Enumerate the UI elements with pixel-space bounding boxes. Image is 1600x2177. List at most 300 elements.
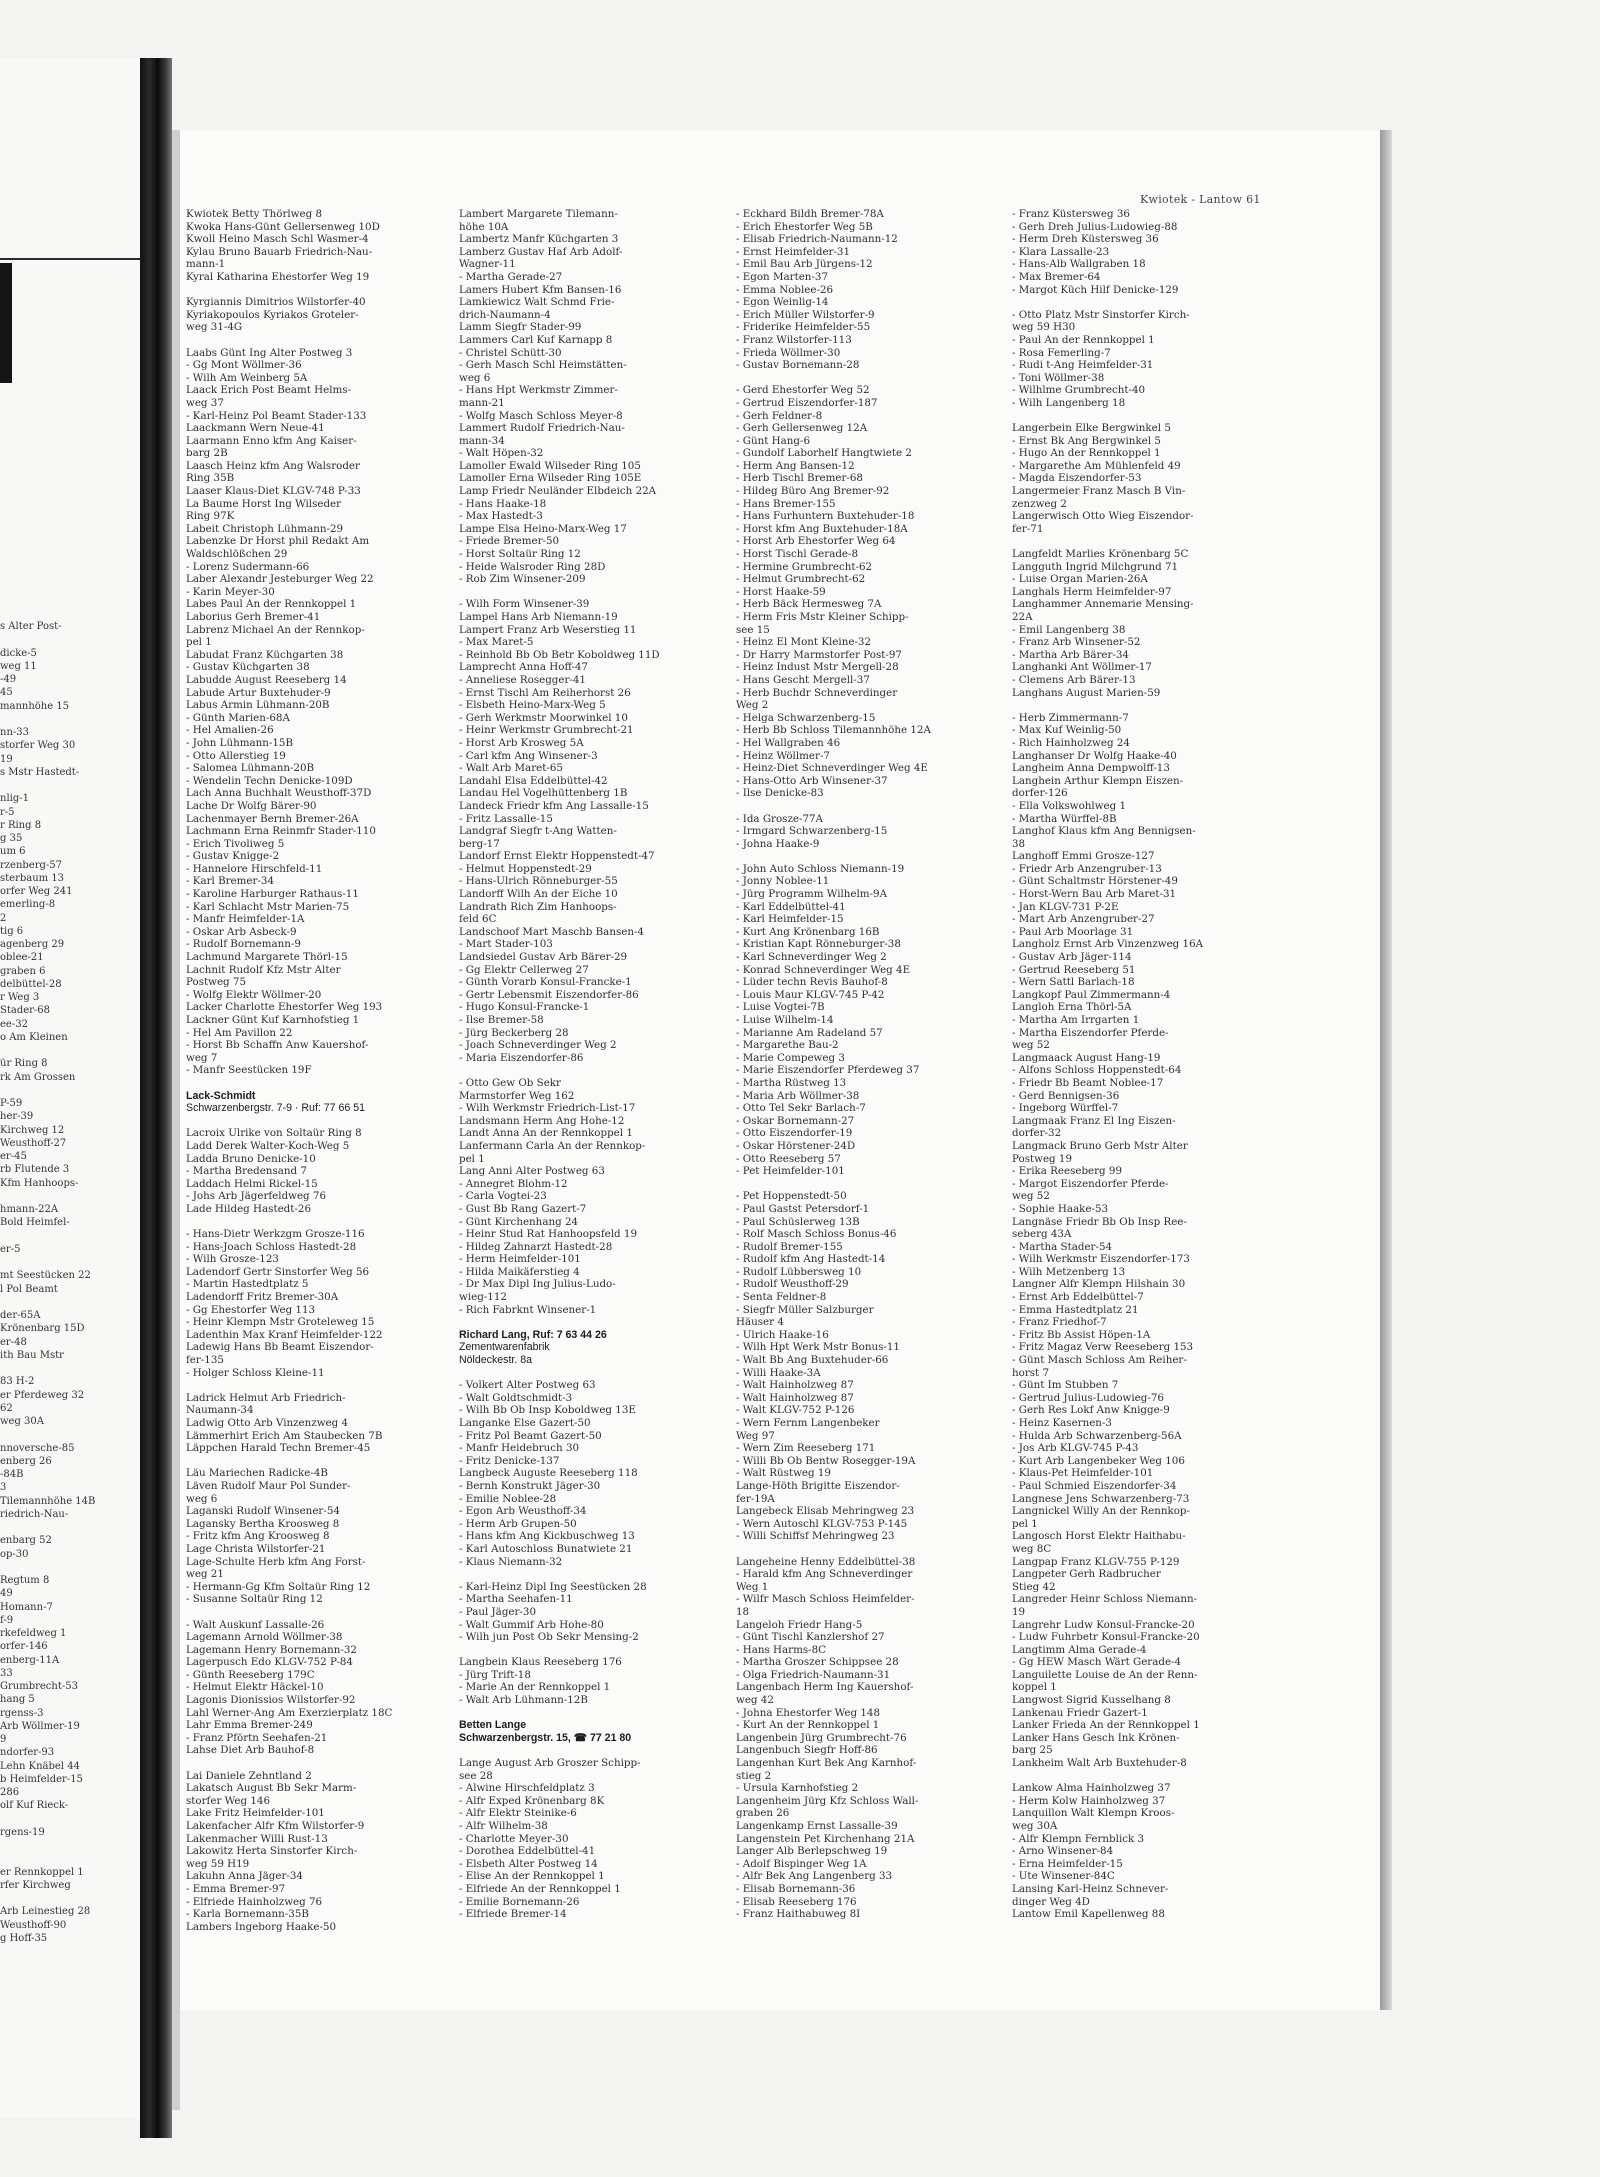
directory-entry-line: - Karl Eddelbüttel-41 — [736, 900, 846, 913]
directory-entry-line: Langenkamp Ernst Lassalle-39 — [736, 1820, 898, 1832]
directory-entry-line: Ladendorff Fritz Bremer-30A — [186, 1291, 339, 1304]
directory-entry-line: - Walt Hainholzweg 87 — [736, 1391, 854, 1404]
directory-entry-line: - Charlotte Meyer-30 — [459, 1832, 569, 1845]
directory-entry-line: Lakenfacher Alfr Kfm Wilstorfer-9 — [186, 1820, 365, 1832]
directory-entry-line: - Helmut Elektr Häckel-10 — [186, 1681, 324, 1694]
directory-entry-line: Laack Erich Post Beamt Helms- — [186, 384, 352, 397]
directory-entry-line: Lackner Günt Kuf Karnhofstieg 1 — [186, 1014, 360, 1026]
left-page-line: b Heimfelder-15 — [0, 1773, 83, 1785]
directory-entry-line: - Ernst Bk Ang Bergwinkel 5 — [1012, 434, 1161, 447]
directory-entry-line: - Alfr Exped Krönenbarg 8K — [459, 1794, 605, 1807]
directory-entry-line: - Hugo Konsul-Francke-1 — [459, 1001, 590, 1014]
directory-entry-line: Lambert Margarete Tilemann- — [459, 208, 618, 220]
directory-entry-line: Lambers Ingeborg Haake-50 — [186, 1920, 337, 1933]
directory-entry-line: - Herb Bb Schloss Tilemannhöhe 12A — [736, 724, 931, 737]
directory-entry-line: - Elfriede An der Rennkoppel 1 — [459, 1882, 621, 1895]
directory-entry-line: Langmaak Franz El Ing Eiszen- — [1012, 1114, 1176, 1127]
directory-entry-line: - Heinz Kasernen-3 — [1012, 1417, 1112, 1429]
left-page-line: Weusthoff-90 — [0, 1919, 67, 1931]
directory-entry-line: Lämmerhirt Erich Am Staubecken 7B — [186, 1429, 383, 1442]
directory-entry-line: Langrehr Ludw Konsul-Francke-20 — [1012, 1618, 1195, 1631]
directory-entry-line: - Oskar Hörstener-24D — [736, 1139, 856, 1152]
directory-entry-line: Langner Alfr Klempn Hilshain 30 — [1012, 1278, 1186, 1291]
directory-entry-line: Lakowitz Herta Sinstorfer Kirch- — [186, 1845, 358, 1858]
directory-entry-line: Lantow Emil Kapellenweg 88 — [1012, 1908, 1165, 1921]
directory-entry-line: - Toni Wöllmer-38 — [1012, 371, 1105, 384]
left-page-line: rk Am Grossen — [0, 1071, 76, 1083]
directory-entry-line: Lage-Schulte Herb kfm Ang Forst- — [186, 1555, 366, 1568]
directory-entry-line: Lagonis Dionissios Wilstorfer-92 — [186, 1694, 356, 1707]
directory-entry-line — [1012, 535, 1274, 548]
directory-entry-line: weg 7 — [186, 1051, 218, 1064]
directory-entry-line: - Clemens Arb Bärer-13 — [1012, 673, 1136, 686]
directory-entry-line: - Christel Schütt-30 — [459, 346, 562, 359]
directory-entry-line: Lampert Franz Arb Weserstieg 11 — [459, 623, 637, 636]
directory-entry-line: horst 7 — [1012, 1366, 1049, 1379]
directory-entry-line: - Franz Wilstorfer-113 — [736, 333, 852, 346]
directory-entry-line: - Manfr Seestücken 19F — [186, 1064, 312, 1077]
directory-entry-line: - Friedr Bb Beamt Noblee-17 — [1012, 1076, 1164, 1089]
directory-entry-line: Langenbuch Siegfr Hoff-86 — [736, 1744, 878, 1757]
directory-entry-line: - Marie An der Rennkoppel 1 — [459, 1681, 611, 1694]
directory-entry-line: - Arno Winsener-84 — [1012, 1845, 1114, 1858]
directory-entry-line: weg 8C — [1012, 1542, 1052, 1555]
directory-entry-line: Langreder Heinr Schloss Niemann- — [1012, 1593, 1198, 1606]
running-head: Kwiotek - Lantow 61 — [1140, 193, 1261, 206]
directory-entry-line: - Herm Arb Grupen-50 — [459, 1517, 577, 1530]
directory-entry-line: Langhoff Emmi Grosze-127 — [1012, 850, 1155, 863]
left-page-line: g Hoff-35 — [0, 1932, 48, 1944]
directory-entry-line: Langfeldt Marlies Krönenbarg 5C — [1012, 548, 1189, 561]
directory-entry-line: - Karl-Heinz Pol Beamt Stader-133 — [186, 409, 367, 422]
left-page-line: agenberg 29 — [0, 939, 65, 950]
directory-entry-line: - Horst Haake-59 — [736, 585, 826, 598]
directory-entry-line: graben 26 — [736, 1807, 790, 1820]
directory-entry-line: - Martha Gerade-27 — [459, 270, 563, 283]
left-page-line: ith Bau Mstr — [0, 1349, 64, 1361]
left-page-line: Regtum 8 — [0, 1575, 50, 1586]
directory-entry-line: Landahl Elsa Eddelbüttel-42 — [459, 774, 608, 787]
directory-entry-line: Langhof Klaus kfm Ang Bennigsen- — [1012, 825, 1196, 838]
directory-entry-line: - Jonny Noblee-11 — [736, 875, 830, 888]
directory-entry-line — [186, 1077, 448, 1090]
directory-entry-line — [736, 800, 999, 813]
directory-entry-line: - Willi Schiffsf Mehringweg 23 — [736, 1530, 895, 1543]
directory-entry-line: - Max Maret-5 — [459, 636, 534, 649]
directory-entry-line: Lach Anna Buchhalt Weusthoff-37D — [186, 787, 372, 800]
left-page-line: o Am Kleinen — [0, 1031, 68, 1043]
directory-entry-line: - Elsbeth Alter Postweg 14 — [459, 1857, 598, 1870]
directory-entry-line: - Otto Platz Mstr Sinstorfer Kirch- — [1012, 308, 1190, 321]
left-page-line: mt Seestücken 22 — [0, 1270, 91, 1282]
directory-entry-line: - Emma Bremer-97 — [186, 1882, 286, 1895]
left-page-line: l Pol Beamt — [0, 1283, 58, 1295]
directory-entry-line: - Emilie Noblee-28 — [459, 1492, 557, 1505]
directory-entry-line: Lammers Carl Kuf Karnapp 8 — [459, 333, 613, 346]
directory-entry-line: - Martha Groszer Schippsee 28 — [736, 1656, 899, 1669]
directory-entry-line: - Marie Eiszendorfer Pferdeweg 37 — [736, 1064, 920, 1077]
advertisement-line: Zementwarenfabrik — [459, 1341, 550, 1354]
directory-entry-line — [459, 586, 721, 599]
directory-entry-line: - Heinr Klempn Mstr Groteleweg 15 — [186, 1316, 375, 1329]
directory-entry-line: weg 59 H19 — [186, 1857, 250, 1870]
left-page-line: Weusthoff-27 — [0, 1137, 67, 1149]
directory-entry-line: - Fritz Bb Assist Höpen-1A — [1012, 1328, 1151, 1341]
directory-entry-line: - Friderike Heimfelder-55 — [736, 321, 871, 334]
left-page-line — [0, 1839, 150, 1852]
left-page-line: Kirchweg 12 — [0, 1124, 65, 1136]
directory-entry-line: Marmstorfer Weg 162 — [459, 1089, 575, 1102]
directory-entry-line: - Martin Hastedtplatz 5 — [186, 1278, 309, 1291]
directory-entry-line: - Gg HEW Masch Wärt Gerade-4 — [1012, 1656, 1182, 1669]
left-page-line: g 35 — [0, 833, 23, 844]
directory-entry-line: - Heinz Wöllmer-7 — [736, 749, 830, 762]
directory-entry-line: Waldschlößchen 29 — [186, 548, 288, 561]
directory-entry-line: - Erna Heimfelder-15 — [1012, 1857, 1123, 1870]
directory-entry-line: - Pet Hoppenstedt-50 — [736, 1190, 847, 1203]
directory-entry-line: weg 52 — [1012, 1190, 1050, 1203]
directory-entry-line: Lanker Hans Gesch Ink Krönen- — [1012, 1731, 1180, 1744]
directory-entry-line: Labudat Franz Küchgarten 38 — [186, 648, 344, 661]
directory-entry-line: wieg-112 — [459, 1291, 507, 1304]
directory-entry-line: Lakuhn Anna Jäger-34 — [186, 1870, 303, 1883]
left-page-line — [0, 1084, 150, 1097]
directory-entry-line: Lansing Karl-Heinz Schnever- — [1012, 1882, 1169, 1895]
directory-entry-line: Langerbein Elke Bergwinkel 5 — [1012, 422, 1171, 435]
directory-entry-line: - Gerh Dreh Julius-Ludowieg-88 — [1012, 220, 1178, 233]
directory-entry-line: Ladrick Helmut Arb Friedrich- — [186, 1391, 346, 1404]
directory-entry-line: Lahse Diet Arb Bauhof-8 — [186, 1744, 315, 1757]
directory-entry-line: - Hans Hpt Werkmstr Zimmer- — [459, 384, 618, 397]
left-page-line: Stader-68 — [0, 1005, 51, 1017]
directory-entry-line: - Wilhlme Grumbrecht-40 — [1012, 384, 1146, 397]
left-page-line: weg 30A — [0, 1416, 45, 1427]
left-page-line: 62 — [0, 1402, 13, 1414]
directory-entry-line: - Holger Schloss Kleine-11 — [186, 1366, 325, 1379]
directory-entry-line: berg-17 — [459, 837, 500, 850]
directory-entry-line: - Gg Mont Wöllmer-36 — [186, 359, 302, 372]
directory-entry-line: - Gerh Feldner-8 — [736, 409, 823, 422]
directory-entry-line: - Pet Heimfelder-101 — [736, 1165, 845, 1178]
directory-entry-line: Langebeck Elisab Mehringweg 23 — [736, 1505, 915, 1518]
directory-entry-line: - Annegret Blohm-12 — [459, 1177, 568, 1190]
directory-entry-line: weg 6 — [186, 1492, 218, 1505]
directory-entry-line: Landschoof Mart Maschb Bansen-4 — [459, 925, 644, 938]
directory-entry-line: Kyral Katharina Ehestorfer Weg 19 — [186, 270, 370, 283]
left-page-line — [0, 713, 150, 726]
left-page-line — [0, 1230, 150, 1243]
directory-entry-line — [186, 1379, 448, 1392]
directory-entry-line: - Sophie Haake-53 — [1012, 1202, 1109, 1215]
directory-entry-line: - Rudolf Weusthoff-29 — [736, 1278, 849, 1291]
left-page-line — [0, 1296, 150, 1309]
directory-entry-line: - Frieda Wöllmer-30 — [736, 346, 841, 359]
directory-entry-line: Langenheim Jürg Kfz Schloss Wall- — [736, 1794, 919, 1807]
directory-entry-line: - Anneliese Rosegger-41 — [459, 673, 586, 686]
directory-entry-line: Langeloh Friedr Hang-5 — [736, 1618, 863, 1631]
directory-entry-line: Labeit Christoph Lühmann-29 — [186, 522, 344, 535]
left-page-line: 19 — [0, 753, 13, 765]
left-page-line: enberg-11A — [0, 1654, 60, 1666]
left-page-line: -49 — [0, 674, 17, 685]
directory-entry-line: Ladendorf Gertr Sinstorfer Weg 56 — [186, 1265, 370, 1278]
directory-entry-line: - Wilh Form Winsener-39 — [459, 598, 590, 611]
left-page-line: mannhöhe 15 — [0, 700, 70, 712]
directory-entry-line: - Herm Heimfelder-101 — [459, 1253, 581, 1266]
directory-entry-line: Kwiotek Betty Thörlweg 8 — [186, 208, 323, 220]
directory-entry-line: Labudde August Reeseberg 14 — [186, 673, 347, 686]
directory-entry-line: - Herb Buchdr Schneverdinger — [736, 686, 898, 699]
directory-entry-line: Lachenmayer Bernh Bremer-26A — [186, 812, 359, 825]
directory-entry-line: 19 — [1012, 1605, 1026, 1618]
directory-entry-line: - Rolf Masch Schloss Bonus-46 — [736, 1228, 897, 1241]
left-page-line: r Weg 3 — [0, 992, 40, 1003]
left-page-line — [0, 1190, 150, 1203]
directory-entry-line — [459, 1064, 721, 1077]
directory-entry-line: Kwoka Hans-Günt Gellersenweg 10D — [186, 220, 380, 233]
directory-entry-line: - John Auto Schloss Niemann-19 — [736, 862, 905, 875]
directory-entry-line: - Hel Amalien-26 — [186, 724, 274, 737]
directory-entry-line — [459, 1367, 721, 1380]
directory-entry-line: - Herm Dreh Küstersweg 36 — [1012, 233, 1159, 246]
directory-entry-line: - Marianne Am Radeland 57 — [736, 1026, 883, 1039]
advertisement-line: Betten Lange — [459, 1719, 527, 1732]
directory-entry-line: Lamkiewicz Walt Schmd Frie- — [459, 296, 615, 309]
directory-entry-line — [459, 1644, 721, 1657]
directory-entry-line — [736, 372, 999, 385]
directory-entry-line: Lampe Elsa Heino-Marx-Weg 17 — [459, 522, 627, 535]
directory-entry-line: Laborius Gerh Bremer-41 — [186, 611, 321, 623]
directory-entry-line: Landau Hel Vogelhüttenberg 1B — [459, 787, 628, 800]
left-page-line: 3 — [0, 1482, 7, 1494]
directory-entry-line: - Emil Bau Arb Jürgens-12 — [736, 258, 873, 271]
directory-entry-line: - Siegfr Müller Salzburger — [736, 1303, 874, 1316]
directory-entry-line: Landeck Friedr kfm Ang Lassalle-15 — [459, 799, 649, 812]
directory-entry-line: weg 30A — [1012, 1820, 1058, 1832]
directory-entry-line: - Carla Vogtei-23 — [459, 1190, 547, 1203]
directory-entry-line: - Franz Pförtn Seehafen-21 — [186, 1731, 328, 1744]
directory-entry-line: - Horst-Wern Bau Arb Maret-31 — [1012, 888, 1177, 901]
directory-entry-line: storfer Weg 146 — [186, 1794, 270, 1807]
directory-entry-line: Ladwig Otto Arb Vinzenzweg 4 — [186, 1417, 349, 1429]
directory-entry-line — [736, 1543, 999, 1556]
left-page-line: olf Kuf Rieck- — [0, 1800, 69, 1812]
directory-column-1 — [186, 208, 448, 1933]
directory-entry-line: - Rudolf Bremer-155 — [736, 1240, 843, 1253]
directory-entry-line: 22A — [1012, 611, 1033, 623]
directory-entry-line: Lage Christa Wilstorfer-21 — [186, 1542, 326, 1555]
directory-entry-line: - Gertrud Reeseberg 51 — [1012, 963, 1136, 976]
directory-entry-line: zenzweg 2 — [1012, 497, 1067, 510]
directory-entry-line: Lamm Siegfr Stader-99 — [459, 321, 582, 334]
directory-entry-line: feld 6C — [459, 913, 497, 926]
directory-entry-line: Langenbein Jürg Grumbrecht-76 — [736, 1731, 907, 1744]
directory-entry-line: see 15 — [736, 623, 770, 636]
left-page-line: rzenberg-57 — [0, 859, 63, 871]
directory-entry-line: - Günt Hang-6 — [736, 434, 811, 447]
directory-entry-line: - Fritz Lassalle-15 — [459, 812, 553, 825]
directory-entry-line: Laganski Rudolf Winsener-54 — [186, 1505, 340, 1518]
left-page-line: s Mstr Hastedt- — [0, 766, 80, 778]
directory-entry-line: - Wern Sattl Barlach-18 — [1012, 976, 1135, 989]
directory-entry-line: - Hans Furhuntern Buxtehuder-18 — [736, 510, 915, 523]
directory-entry-line: - Hildeg Zahnarzt Hastedt-28 — [459, 1240, 613, 1253]
directory-entry-line: weg 31-4G — [186, 321, 243, 334]
directory-entry-line: Postweg 75 — [186, 976, 247, 989]
directory-entry-line: Lampel Hans Arb Niemann-19 — [459, 611, 618, 623]
directory-entry-line: Landorff Wilh An der Eiche 10 — [459, 888, 618, 901]
directory-entry-line: - Gerh Werkmstr Moorwinkel 10 — [459, 711, 628, 724]
directory-entry-line: Lammert Rudolf Friedrich-Nau- — [459, 422, 625, 435]
directory-entry-line: - Louis Maur KLGV-745 P-42 — [736, 988, 885, 1001]
directory-entry-line: - Horst Soltaür Ring 12 — [459, 548, 581, 561]
directory-entry-line: - Egon Marten-37 — [736, 270, 829, 283]
directory-entry-line: - Erich Tivoliweg 5 — [186, 837, 285, 850]
left-page-line — [0, 1813, 150, 1826]
left-page-line: op-30 — [0, 1548, 29, 1560]
left-page-line: enberg 26 — [0, 1455, 52, 1467]
directory-entry-line: - Wilh Am Weinberg 5A — [186, 371, 308, 384]
directory-entry-line: Langtimm Alma Gerade-4 — [1012, 1643, 1147, 1656]
directory-entry-line: - Margot Küch Hilf Denicke-129 — [1012, 283, 1179, 296]
advertisement-line: Lack-Schmidt — [186, 1089, 256, 1102]
left-page-line — [0, 1521, 150, 1534]
directory-entry-line: weg 42 — [736, 1694, 774, 1707]
left-page-line: Lehn Knäbel 44 — [0, 1760, 80, 1772]
directory-entry-line: - Herm Kolw Hainholzweg 37 — [1012, 1794, 1166, 1807]
directory-entry-line: Lanker Frieda An der Rennkoppel 1 — [1012, 1719, 1200, 1732]
directory-entry-line: Langeheine Henny Eddelbüttel-38 — [736, 1555, 916, 1568]
directory-entry-line: - Gg Elektr Cellerweg 27 — [459, 963, 589, 976]
directory-entry-line: - Fritz Denicke-137 — [459, 1454, 560, 1467]
directory-entry-line — [459, 1316, 721, 1329]
directory-entry-line: - Hans-Alb Wallgraben 18 — [1012, 258, 1146, 271]
directory-entry-line: Lamp Friedr Neuländer Elbdeich 22A — [459, 485, 657, 498]
directory-entry-line: - Paul Schüslerweg 13B — [736, 1215, 860, 1228]
left-page-line: hang 5 — [0, 1694, 35, 1706]
left-page-line: er-45 — [0, 1151, 27, 1162]
directory-entry-line: Landrath Rich Zim Hanhoops- — [459, 900, 617, 913]
directory-entry-line: Langhans August Marien-59 — [1012, 686, 1161, 699]
directory-entry-line: Langosch Horst Elektr Haithabu- — [1012, 1530, 1186, 1543]
directory-entry-line: mann-1 — [186, 258, 226, 271]
directory-entry-line: Langnäse Friedr Bb Ob Insp Ree- — [1012, 1215, 1187, 1228]
directory-entry-line: - Magda Eiszendorfer-53 — [1012, 472, 1142, 485]
directory-entry-line: Laarmann Enno kfm Ang Kaiser- — [186, 434, 357, 447]
directory-entry-line: - Otto Reeseberg 57 — [736, 1152, 841, 1165]
page-gutter — [172, 130, 180, 2110]
directory-entry-line: dorfer-126 — [1012, 787, 1068, 800]
directory-entry-line: - Manfr Heidebruch 30 — [459, 1442, 580, 1455]
directory-entry-line: seberg 43A — [1012, 1228, 1072, 1241]
directory-entry-line: weg 59 H30 — [1012, 321, 1076, 334]
directory-entry-line: Landsiedel Gustav Arb Bärer-29 — [459, 951, 628, 964]
directory-entry-line: - Herm Fris Mstr Kleiner Schipp- — [736, 611, 909, 623]
directory-entry-line: - Rudolf Lübbersweg 10 — [736, 1265, 862, 1278]
directory-entry-line: Häuser 4 — [736, 1316, 784, 1329]
left-page-line: nnoversche-85 — [0, 1442, 75, 1454]
directory-entry-line: Lahl Werner-Ang Am Exerzierplatz 18C — [186, 1706, 393, 1719]
directory-entry-line: weg 52 — [1012, 1039, 1050, 1052]
directory-entry-line: - Günth Reeseberg 179C — [186, 1668, 315, 1681]
directory-entry-line: - Ilse Bremer-58 — [459, 1014, 544, 1026]
left-page-line: P-59 — [0, 1098, 23, 1109]
directory-entry-line: - Ludw Fuhrbetr Konsul-Francke-20 — [1012, 1631, 1200, 1644]
directory-entry-line: - Elisab Reeseberg 176 — [736, 1895, 857, 1908]
left-page-line — [0, 1852, 150, 1865]
directory-entry-line: Lagemann Henry Bornemann-32 — [186, 1643, 357, 1656]
directory-entry-line: - Paul Arb Moorlage 31 — [1012, 925, 1134, 938]
directory-entry-line: - Alfr Bek Ang Langenberg 33 — [736, 1870, 893, 1883]
left-page-line: Homann-7 — [0, 1601, 53, 1613]
left-page-line: f-9 — [0, 1614, 14, 1626]
directory-entry-line: Weg 1 — [736, 1580, 769, 1593]
directory-entry-line: - Rosa Femerling-7 — [1012, 346, 1111, 359]
directory-entry-line: - Lorenz Sudermann-66 — [186, 560, 310, 573]
directory-entry-line: - Martha Eiszendorfer Pferde- — [1012, 1026, 1169, 1039]
directory-entry-line: Labenzke Dr Horst phil Redakt Am — [186, 535, 370, 548]
directory-entry-line: - Maria Arb Wöllmer-38 — [736, 1089, 860, 1102]
directory-entry-line: see 28 — [459, 1769, 493, 1782]
directory-entry-line: - Gust Bb Rang Gazert-7 — [459, 1202, 587, 1215]
directory-entry-line: - Horst Bb Schaffn Anw Kauershof- — [186, 1039, 369, 1052]
directory-entry-line: mann-34 — [459, 434, 505, 447]
directory-entry-line: - Karl Heimfelder-15 — [736, 913, 844, 926]
directory-entry-line: Kwoll Heino Masch Schl Wasmer-4 — [186, 233, 369, 246]
directory-entry-line: dorfer-32 — [1012, 1127, 1062, 1140]
directory-entry-line: - Paul Gastst Petersdorf-1 — [736, 1202, 870, 1215]
directory-entry-line: pel 1 — [1012, 1517, 1038, 1530]
directory-entry-line: - Johna Haake-9 — [736, 837, 820, 850]
directory-entry-line: - Martha Rüstweg 13 — [736, 1076, 847, 1089]
directory-entry-line — [736, 850, 999, 863]
directory-entry-line — [1012, 1770, 1274, 1783]
directory-entry-line: Wagner-11 — [459, 258, 516, 271]
left-page-line: ür Ring 8 — [0, 1058, 48, 1070]
directory-entry-line — [186, 284, 448, 297]
left-page-line: nlig-1 — [0, 793, 29, 805]
directory-entry-line: - Wern Autoschl KLGV-753 P-145 — [736, 1517, 908, 1530]
directory-entry-line: - Elfriede Hainholzweg 76 — [186, 1895, 323, 1908]
directory-entry-line: - Elise An der Rennkoppel 1 — [459, 1870, 605, 1883]
directory-entry-line: - Susanne Soltaür Ring 12 — [186, 1593, 323, 1606]
directory-entry-line: - Gertrud Julius-Ludowieg-76 — [1012, 1391, 1164, 1404]
directory-entry-line: Langholz Ernst Arb Vinzenzweg 16A — [1012, 938, 1204, 951]
directory-entry-line: - Irmgard Schwarzenberg-15 — [736, 825, 888, 838]
directory-entry-line: Lachmund Margarete Thörl-15 — [186, 951, 348, 964]
directory-entry-line: - Oskar Arb Asbeck-9 — [186, 925, 297, 938]
directory-entry-line: - Günt Tischl Kanzlershof 27 — [736, 1631, 885, 1644]
directory-entry-line: - Bernh Konstrukt Jäger-30 — [459, 1479, 601, 1492]
directory-column-3 — [736, 208, 999, 1921]
directory-entry-line: - Ernst Heimfelder-31 — [736, 245, 851, 258]
directory-entry-line: - Herm Ang Bansen-12 — [736, 459, 855, 472]
directory-entry-line: Langguth Ingrid Milchgrund 71 — [1012, 560, 1179, 573]
directory-entry-line: - Otto Eiszendorfer-19 — [736, 1127, 853, 1140]
directory-entry-line: - Wilh jun Post Ob Sekr Mensing-2 — [459, 1631, 639, 1644]
directory-entry-line: fer-71 — [1012, 522, 1044, 535]
directory-entry-line: Lanquillon Walt Klempn Kroos- — [1012, 1807, 1175, 1820]
page-edge-shadow — [1380, 130, 1392, 2010]
left-page-line: 33 — [0, 1667, 13, 1679]
directory-entry-line: - Willi Haake-3A — [736, 1366, 821, 1379]
directory-entry-line: - Martha Stader-54 — [1012, 1240, 1113, 1253]
left-page-line — [0, 1892, 150, 1905]
directory-entry-line: - Hans Gescht Mergell-37 — [736, 673, 870, 686]
left-page-line: nn-33 — [0, 727, 29, 738]
directory-entry-line: Lakatsch August Bb Sekr Marm- — [186, 1782, 357, 1795]
directory-entry-line: - Hermann-Gg Kfm Soltaür Ring 12 — [186, 1580, 371, 1593]
